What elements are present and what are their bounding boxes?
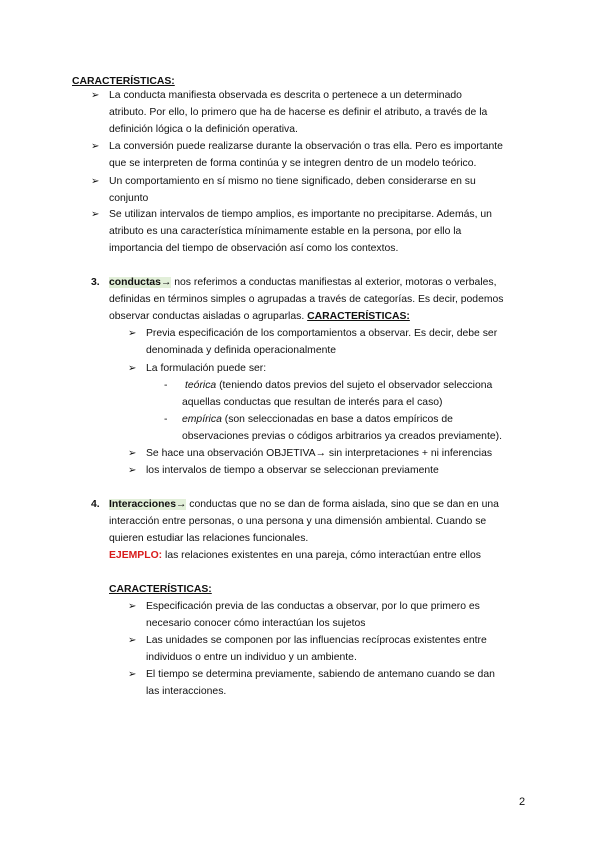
page-number: 2 [519, 796, 526, 808]
dash-bullet: - [164, 380, 168, 391]
bullet-text: importancia del tiempo de observación así como los contextos. [109, 243, 399, 254]
bullet-arrow-icon: ➢ [91, 209, 100, 220]
bullet-text: atributo es una característica mínimamente estable en la persona, por ello la [109, 226, 462, 237]
bullet-text: definición lógica o la definición operativa. [109, 124, 298, 135]
bullet-text: las interacciones. [146, 686, 227, 697]
bullet-text: La formulación puede ser: [146, 363, 267, 374]
bullet-text: que se interpreten de forma continúa y se integren dentro de un modelo teórico. [109, 158, 477, 169]
bullet-text: individuos o entre un individuo y un ambiente. [146, 652, 357, 663]
definition-text: conductas que no se dan de forma aislada, sino que se dan en una [186, 499, 499, 510]
bullet-arrow-icon: ➢ [128, 465, 137, 476]
bullet-arrow-icon: ➢ [128, 601, 137, 612]
term-conductas: conductas [109, 277, 161, 288]
definition-text: quieren estudiar las relaciones funcionales. [109, 533, 309, 544]
subitem-text: (son seleccionadas en base a datos empíricos de [221, 414, 453, 425]
definition-text: nos referimos a conductas manifiestas al exterior, motoras o verbales, [171, 277, 497, 288]
bullet-text: necesario conocer cómo interactúan los sujetos [146, 618, 366, 629]
section-heading: CARACTERÍSTICAS: [72, 76, 175, 87]
bullet-arrow-icon: ➢ [91, 90, 100, 101]
list-item [109, 498, 499, 512]
bullet-text: conjunto [109, 193, 149, 204]
bullet-text: Se hace una observación OBJETIVA→ sin interpretaciones + ni inferencias [146, 448, 493, 459]
bullet-text: El tiempo se determina previamente, sabiendo de antemano cuando se dan [146, 669, 495, 680]
bullet-text: Las unidades se componen por las influencias recíprocas existentes entre [146, 635, 487, 646]
subitem-line [182, 413, 453, 427]
definition-line [109, 310, 410, 324]
bullet-text: denominada y definida operacionalmente [146, 345, 337, 356]
bullet-arrow-icon: ➢ [91, 141, 100, 152]
bullet-text: los intervalos de tiempo a observar se seleccionan previamente [146, 465, 439, 476]
term-teorica: teórica [185, 380, 217, 391]
bullet-arrow-icon: ➢ [128, 669, 137, 680]
bullet-arrow-icon: ➢ [91, 176, 100, 187]
bullet-text: Especificación previa de las conductas a observar, por lo que primero es [146, 601, 480, 612]
bullet-arrow-icon: ➢ [128, 328, 137, 339]
list-item [109, 276, 497, 290]
bullet-text: atributo. Por ello, lo primero que ha de hacerse es definir el atributo, a través de la [109, 107, 488, 118]
bullet-arrow-icon: ➢ [128, 635, 137, 646]
section-heading: CARACTERÍSTICAS: [109, 584, 212, 595]
bullet-text: Previa especificación de los comportamientos a observar. Es decir, debe ser [146, 328, 498, 339]
example-line [109, 549, 481, 563]
example-label: EJEMPLO: [109, 550, 163, 561]
list-number: 4. [91, 499, 100, 510]
arrow-glyph: → [160, 277, 172, 288]
bullet-text: La conducta manifiesta observada es descrita o pertenece a un determinado [109, 90, 462, 101]
bullet-arrow-icon: ➢ [128, 448, 137, 459]
section-heading: CARACTERÍSTICAS: [307, 311, 410, 322]
term-interacciones: Interacciones [109, 499, 176, 510]
subitem-text: observaciones previas o códigos arbitrarios ya creados previamente). [182, 431, 502, 442]
bullet-arrow-icon: ➢ [128, 363, 137, 374]
example-text: las relaciones existentes en una pareja, cómo interactúan entre ellos [162, 550, 481, 561]
term-empirica: empírica [182, 414, 222, 425]
bullet-text: La conversión puede realizarse durante la observación o tras ella. Pero es importante [109, 141, 503, 152]
definition-text: definidas en términos simples o agrupadas a través de categorías. Es decir, podemos [109, 294, 504, 305]
arrow-glyph: → [176, 499, 187, 510]
definition-text: interacción entre personas, o una persona y una dimensión ambiental. Cuando se [109, 516, 487, 527]
subitem-text: (teniendo datos previos del sujeto el observador selecciona [216, 380, 493, 391]
definition-text: observar conductas aisladas o agruparlas. [109, 311, 308, 322]
subitem-line [185, 379, 492, 393]
bullet-text: Se utilizan intervalos de tiempo amplios, es importante no precipitarse. Además, un [109, 209, 492, 220]
list-number: 3. [91, 277, 100, 288]
dash-bullet: - [164, 414, 168, 425]
subitem-text: aquellas conductas que resultan de interés para el caso) [182, 397, 443, 408]
bullet-text: Un comportamiento en sí mismo no tiene significado, deben considerarse en su [109, 176, 476, 187]
